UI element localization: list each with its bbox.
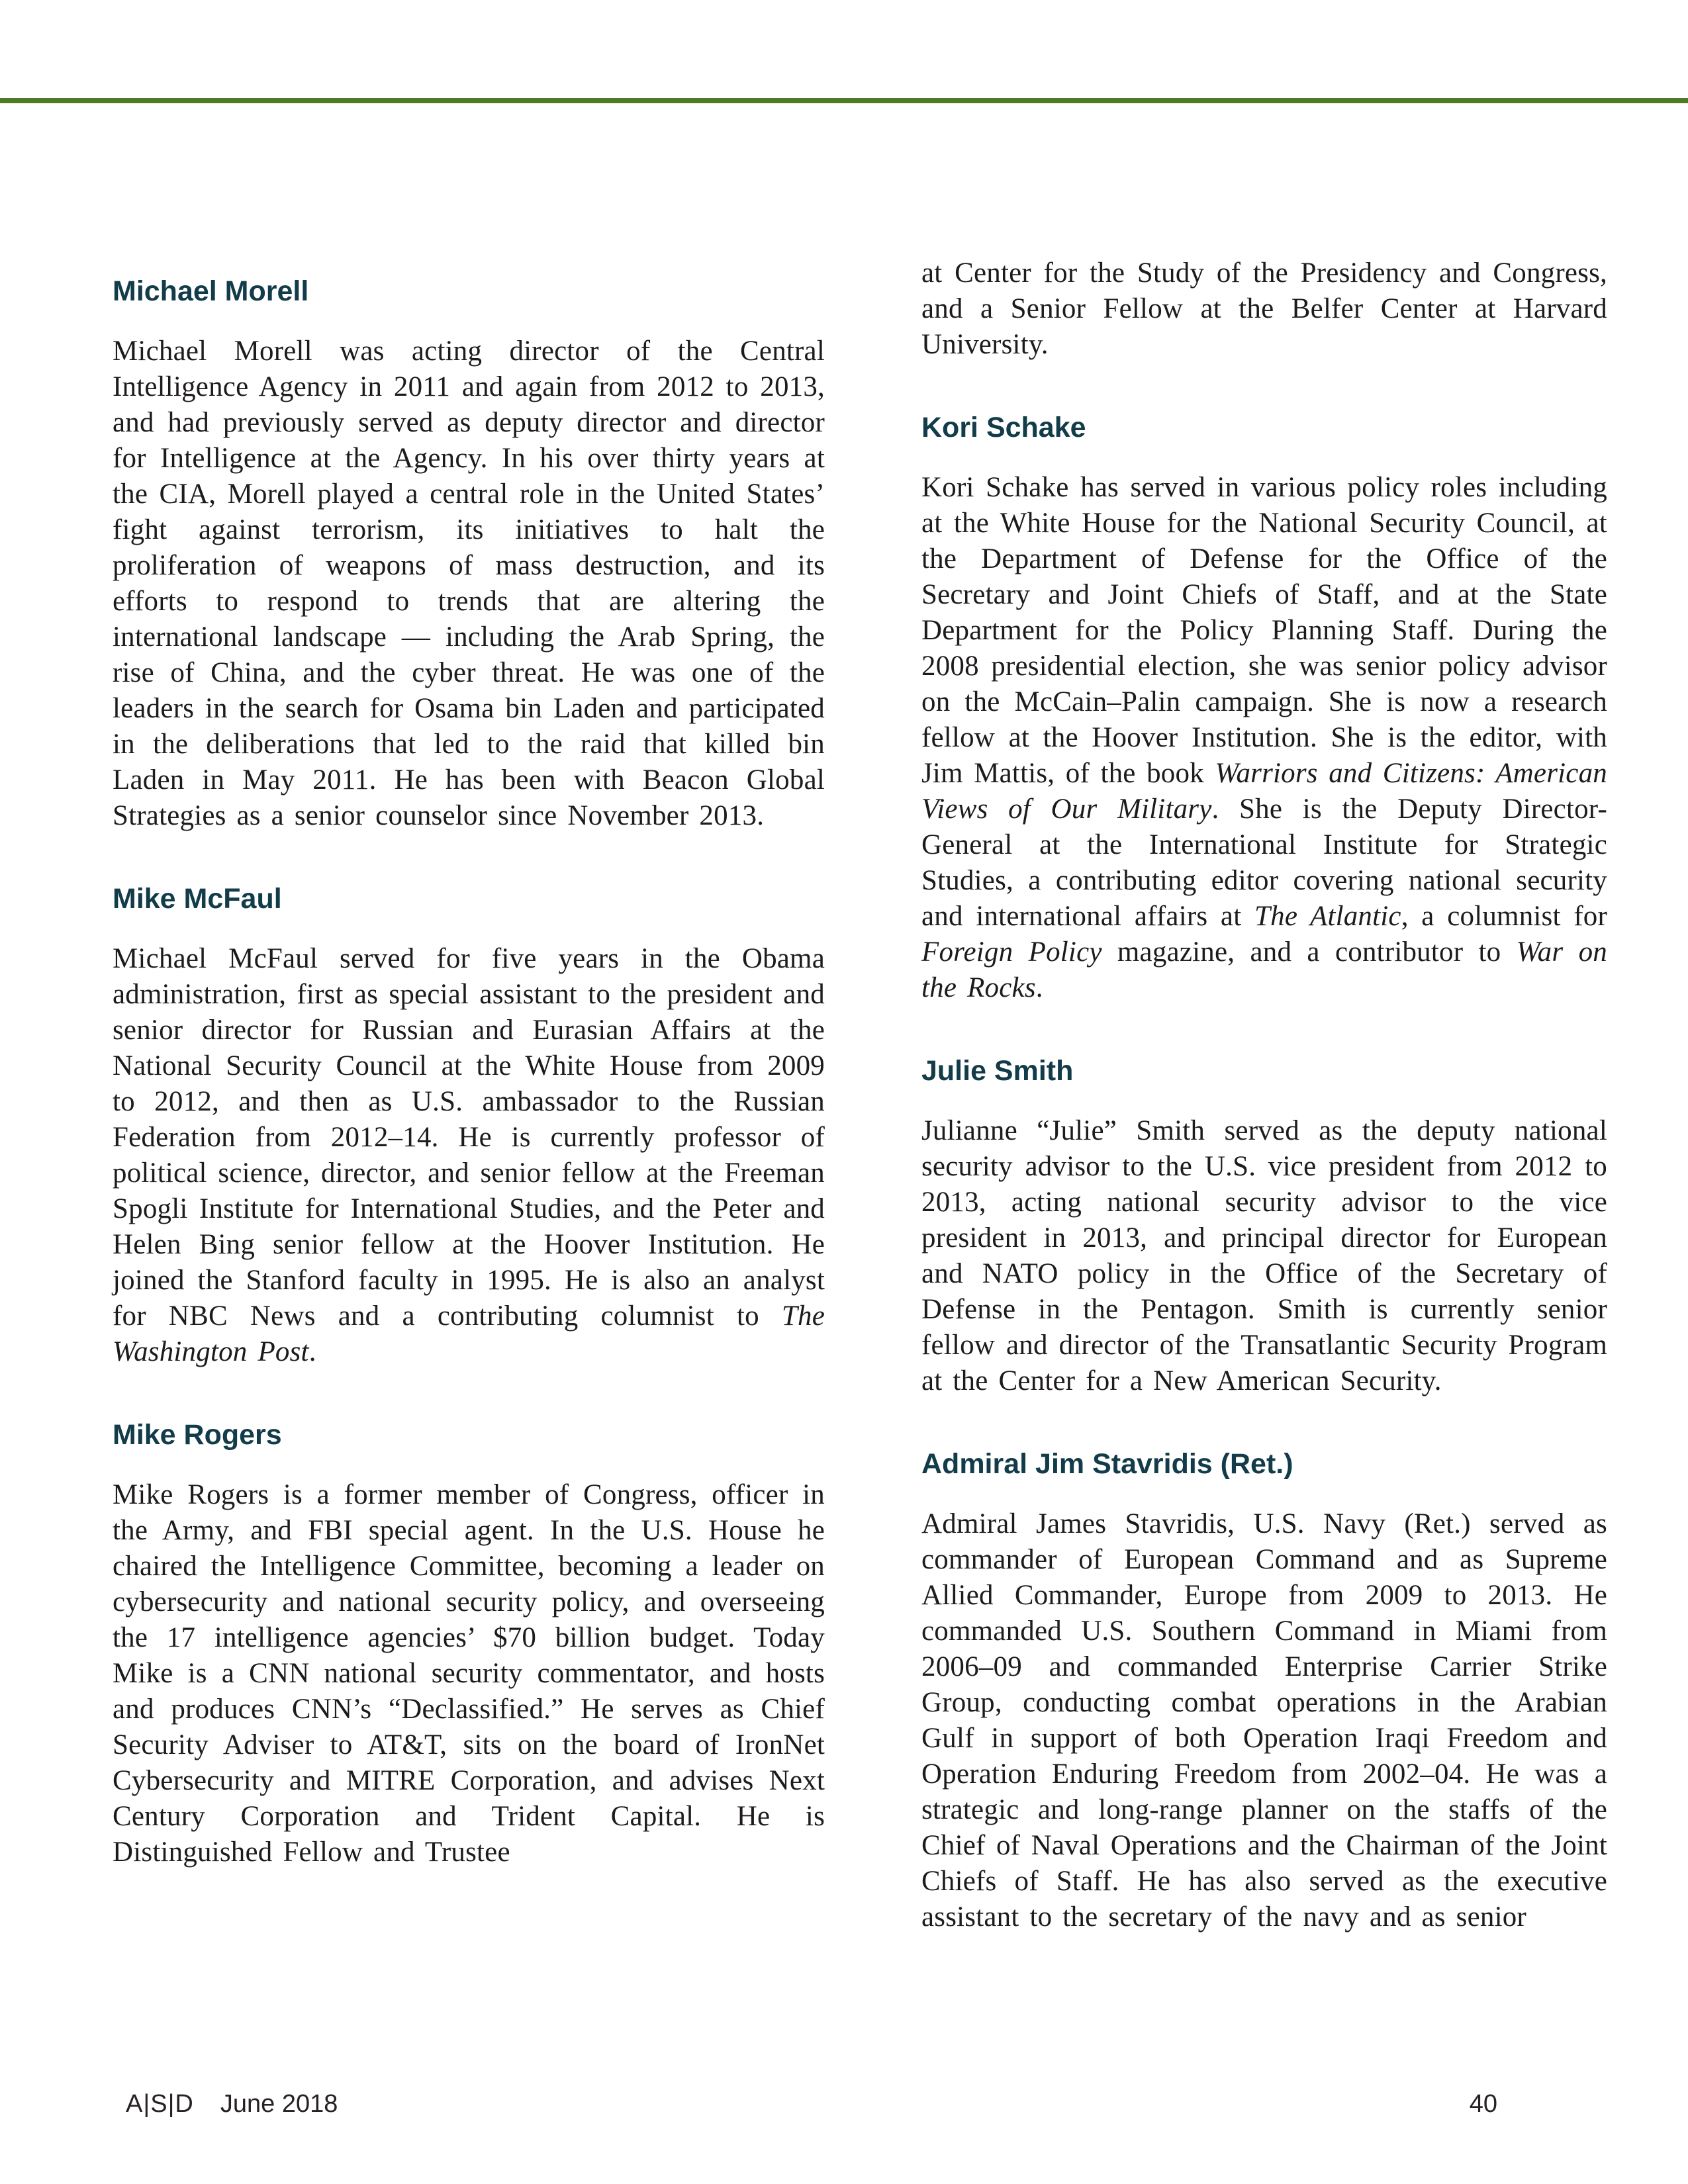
bio-kori-schake: Kori Schake has served in various policy roles including at the White House for the National Security Council, at the Department of Defense for the Office of the Secretary and Joint Chiefs of Staff, and at the State Department for the Policy Planning Staff. During the 2008 presidential election, she was senior policy advisor on the McCain–Palin campaign. She is now a research fellow at the Hoover Institution. She is the editor, with Jim Mattis, of the book Warriors and Citizens: American Views of Our Military. She is the Deputy Director-General at the International Institute for Strategic Studies, a contributing editor covering national security and international affairs at The Atlantic, a columnist for Foreign Policy magazine, and a contributor to War on the Rocks. — [921, 472, 1608, 1003]
two-column-body — [113, 255, 1607, 1935]
right-column — [921, 255, 1607, 1935]
heading-michael-morell: Michael Morell — [113, 275, 309, 307]
heading-mike-mcfaul: Mike McFaul — [113, 883, 282, 915]
heading-julie-smith: Julie Smith — [921, 1055, 1074, 1087]
bio-mike-rogers: Mike Rogers is a former member of Congress, officer in the Army, and FBI special agent. In the U.S. House he chaired the Intelligence Committee, becoming a leader on cybersecurity and national security policy, and overseeing the 17 intelligence agencies’ $70 billion budget. Today Mike is a CNN national security commentator, and hosts and produces CNN’s “Declassified.” He serves as Chief Security Adviser to AT&T, sits on the board of IronNet Cybersecurity and MITRE Corporation, and advises Next Century Corporation and Trident Capital. He is Distinguished Fellow and Trustee — [113, 1479, 825, 1868]
left-column — [113, 255, 825, 1870]
heading-jim-stavridis: Admiral Jim Stavridis (Ret.) — [921, 1448, 1293, 1480]
bio-continued-from-previous-page: at Center for the Study of the Presidency and Congress, and a Senior Fellow at the Belfer Center at Harvard University. — [921, 257, 1607, 360]
page-number: 40 — [1469, 2090, 1497, 2118]
heading-mike-rogers: Mike Rogers — [113, 1419, 282, 1451]
bio-julie-smith: Julianne “Julie” Smith served as the deputy national security advisor to the U.S. vice president from 2012 to 2013, acting national security advisor to the vice president in 2013, and principal director for European and NATO policy in the Office of the Secretary of Defense in the Pentagon. Smith is currently senior fellow and director of the Transatlantic Security Program at the Center for a New American Security. — [921, 1115, 1607, 1396]
top-rule-divider — [0, 98, 1688, 103]
footer-journal-issue — [126, 2089, 338, 2119]
bio-mike-mcfaul: Michael McFaul served for five years in the Obama administration, first as special assistant to the president and senior director for Russian and Eurasian Affairs at the National Security Council at the White House from 2009 to 2012, and then as U.S. ambassador to the Russian Federation from 2012–14. He is currently professor of political science, director, and senior fellow at the Freeman Spogli Institute for International Studies, and the Peter and Helen Bing senior fellow at the Hoover Institution. He joined the Stanford faculty in 1995. He is also an analyst for NBC News and a contributing columnist to The Washington Post. — [113, 943, 825, 1367]
bio-jim-stavridis: Admiral James Stavridis, U.S. Navy (Ret.) served as commander of European Command and as Supreme Allied Commander, Europe from 2009 to 2013. He commanded U.S. Southern Command in Miami from 2006–09 and commanded Enterprise Carrier Strike Group, conducting combat operations in the Arabian Gulf in support of both Operation Iraqi Freedom and Operation Enduring Freedom from 2002–04. He was a strategic and long-range planner on the staffs of the Chief of Naval Operations and the Chairman of the Joint Chiefs of Staff. He has also served as the executive assistant to the secretary of the navy and as senior — [921, 1508, 1607, 1933]
heading-kori-schake: Kori Schake — [921, 412, 1086, 443]
bio-michael-morell: Michael Morell was acting director of the Central Intelligence Agency in 2011 and again from 2012 to 2013, and had previously served as deputy director and director for Intelligence at the Agency. In his over thirty years at the CIA, Morell played a central role in the United States’ fight against terrorism, its initiatives to halt the proliferation of weapons of mass destruction, and its efforts to respond to trends that are altering the international landscape — including the Arab Spring, the rise of China, and the cyber threat. He was one of the leaders in the search for Osama bin Laden and participated in the deliberations that led to the raid that killed bin Laden in May 2011. He has been with Beacon Global Strategies as a senior counselor since November 2013. — [113, 336, 825, 831]
journal-brand: A|S|D — [126, 2090, 194, 2118]
page-footer — [126, 2089, 1497, 2119]
issue-date: June 2018 — [220, 2090, 338, 2118]
